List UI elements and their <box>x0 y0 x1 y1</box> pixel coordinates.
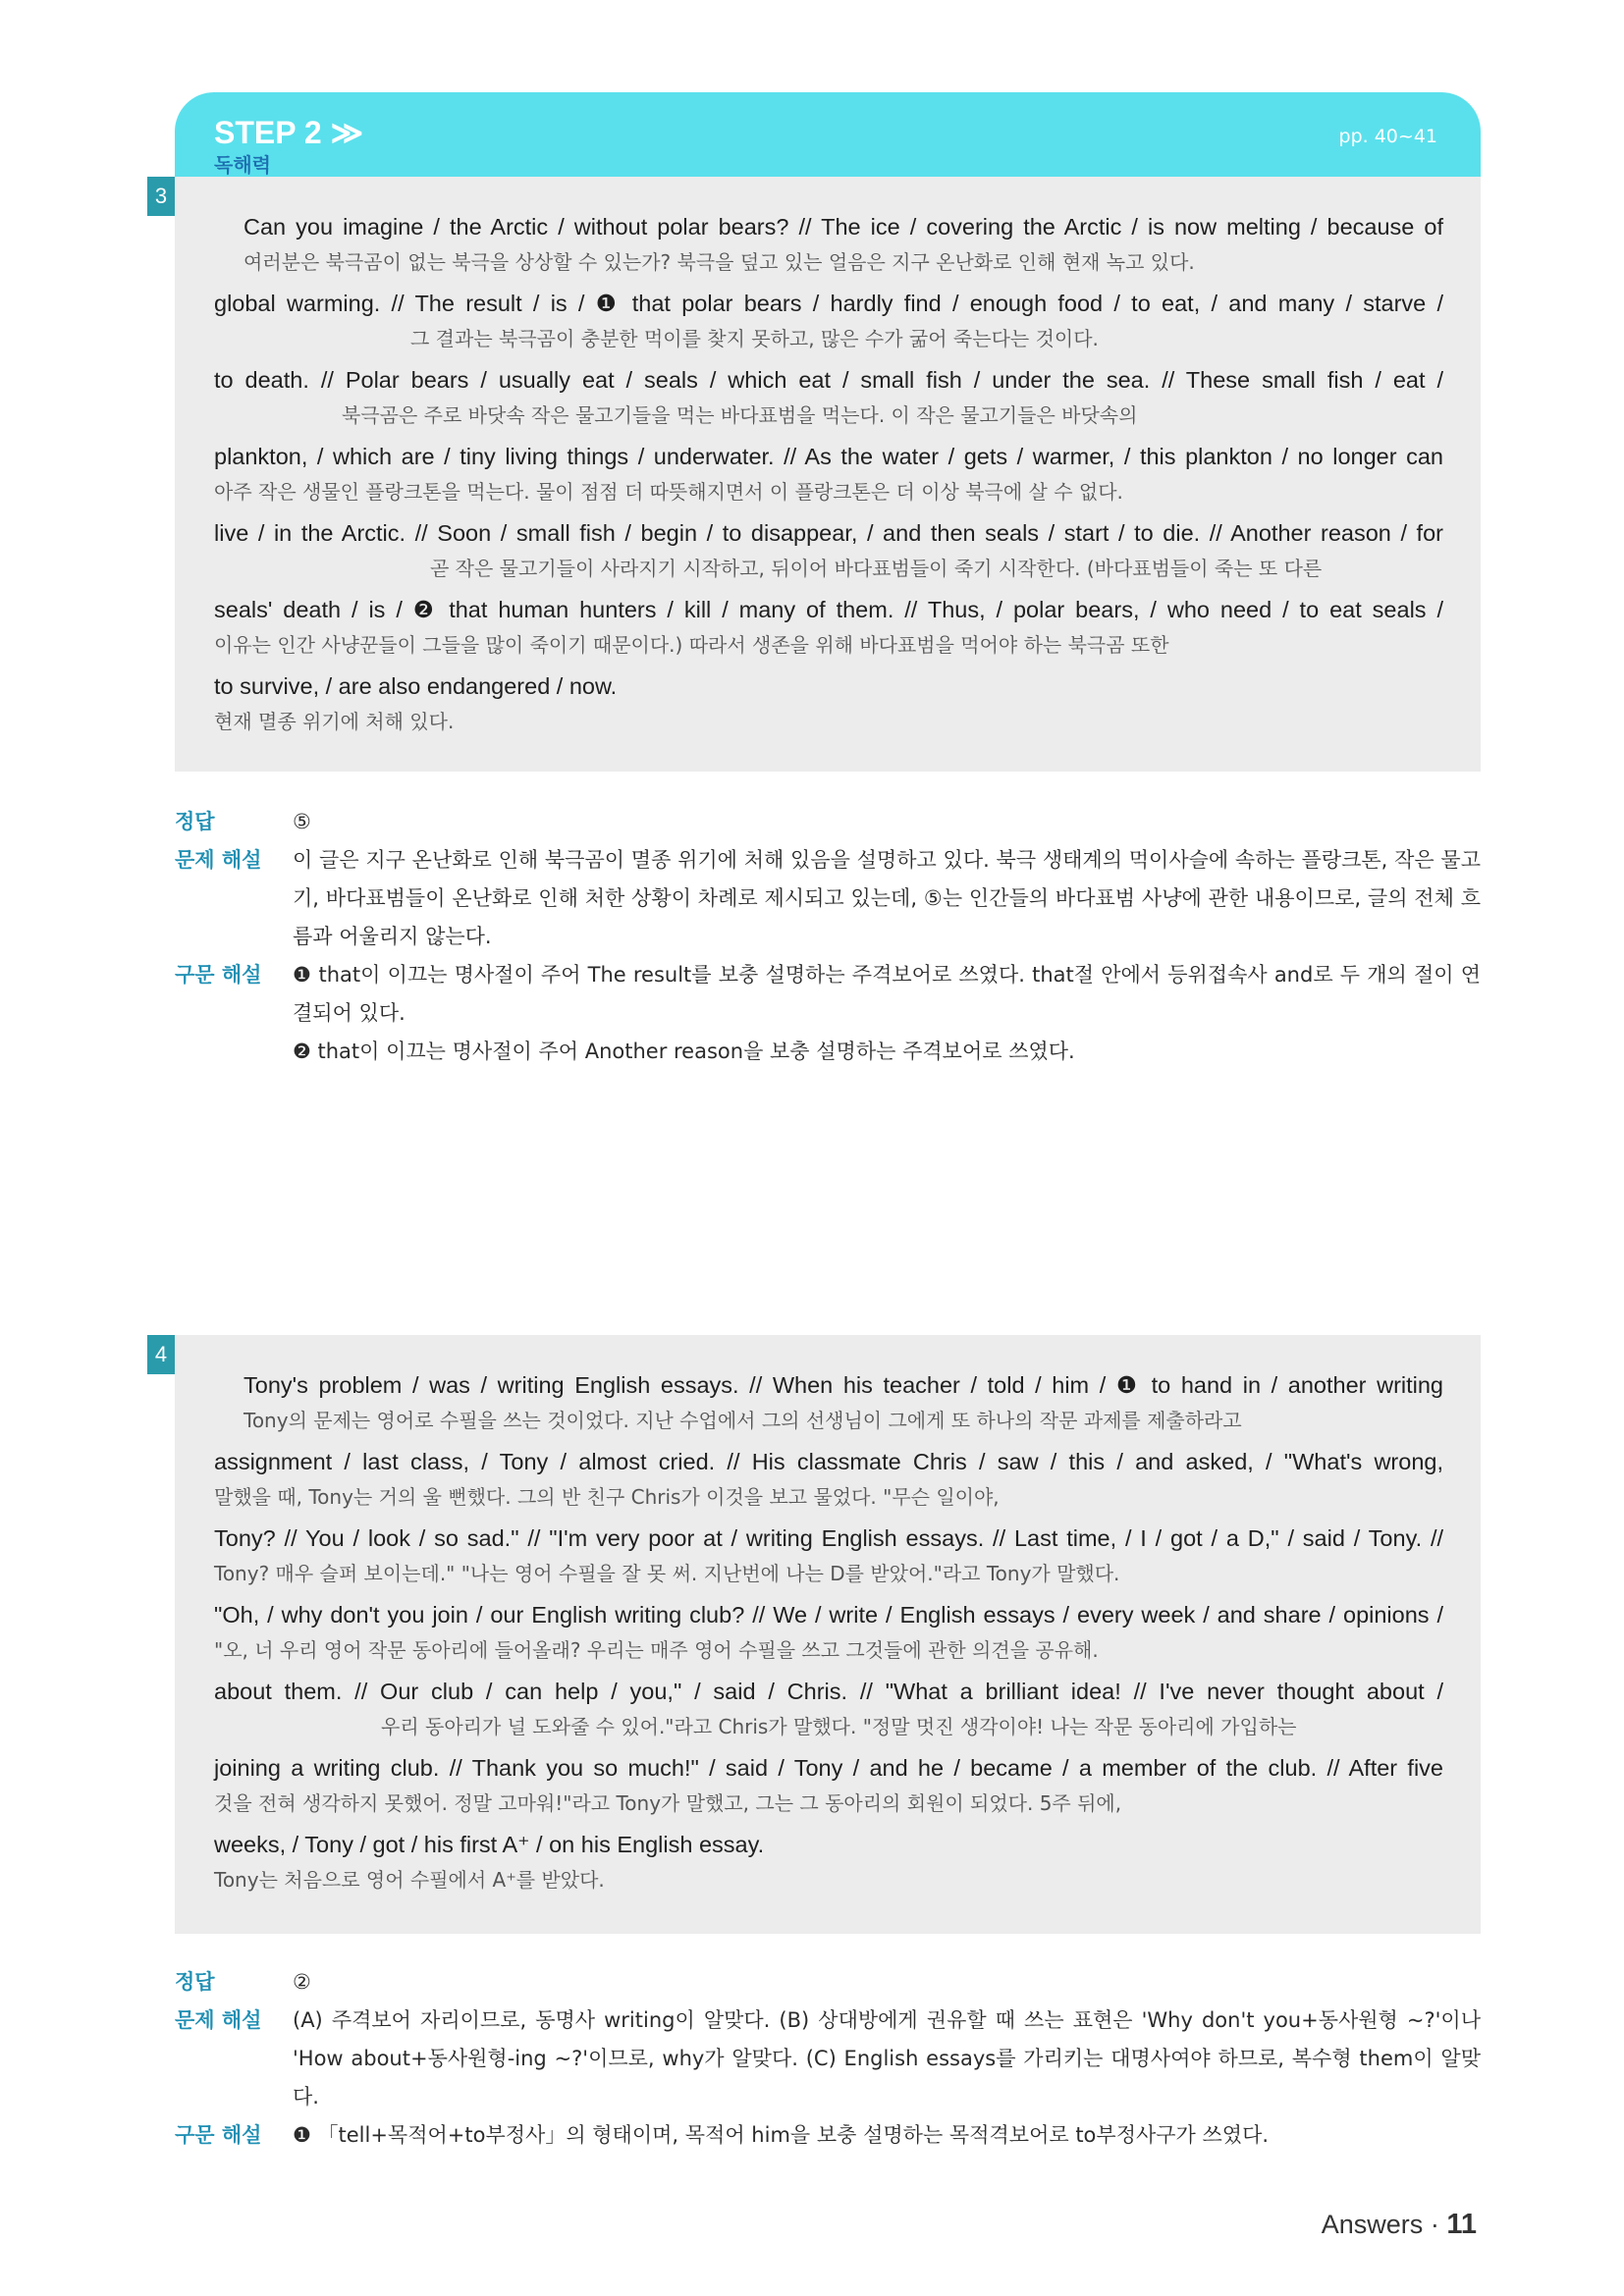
english-line: about them. // Our club / can help / you," / said / Chris. // "What a brilliant idea! // I've never thought about / <box>214 1679 1443 1704</box>
section-header <box>175 92 1481 177</box>
answer-section-3 <box>175 803 1481 1071</box>
passage-line <box>214 1441 1443 1518</box>
answer-value: ② <box>293 1970 311 1994</box>
passage-box-4 <box>175 1335 1481 1934</box>
page-range: pp. 40~41 <box>1338 126 1437 147</box>
explanation-text: (A) 주격보어 자리이므로, 동명사 writing이 알맞다. (B) 상대방에게 권유할 때 쓰는 표현은 'Why don't you+동사원형 ~?'이나 'How about+동사원형-ing ~?'이므로, why가 알맞다. (C) English essays를 가리키는 대명사여야 하므로, 복수형 them이 알맞다. <box>293 2008 1481 2109</box>
passage-line <box>214 1747 1443 1824</box>
english-line: to survive, / are also endangered / now. <box>214 673 618 699</box>
korean-translation: "오, 너 우리 영어 작문 동아리에 들어올래? 우리는 매주 영어 수필을 쓰고 그것들에 관한 의견을 공유해. <box>214 1638 1099 1662</box>
explanation-text: 이 글은 지구 온난화로 인해 북극곰이 멸종 위기에 처해 있음을 설명하고 있다. 북극 생태계의 먹이사슬에 속하는 플랑크톤, 작은 물고기, 바다표범들이 온난화로 인해 처한 상황이 차례로 제시되고 있는데, ⑤는 인간들의 바다표범 사냥에 관한 내용이므로, 글의 전체 흐름과 어울리지 않는다. <box>293 848 1481 948</box>
english-line: plankton, / which are / tiny living things / underwater. // As the water / gets / warmer, / this plankton / no longer can <box>214 444 1443 469</box>
english-line: seals' death / is / ❷ that human hunters / kill / many of them. // Thus, / polar bears, / who need / to eat seals / <box>214 597 1443 622</box>
syntax-label: 구문 해설 <box>175 2123 262 2147</box>
korean-translation: Tony? 매우 슬퍼 보이는데." "나는 영어 수필을 잘 못 써. 지난번에 나는 D를 받았어."라고 Tony가 말했다. <box>214 1562 1120 1585</box>
passage-line <box>214 512 1443 589</box>
passage-line <box>214 1671 1443 1747</box>
korean-translation: Tony는 처음으로 영어 수필에서 A⁺를 받았다. <box>214 1868 605 1892</box>
answer-label: 정답 <box>175 810 215 833</box>
english-line: live / in the Arctic. // Soon / small fish / begin / to disappear, / and then seals / start / to die. // Another reason / for <box>214 520 1443 546</box>
passage-line <box>214 589 1443 666</box>
page-number: 11 <box>1446 2209 1477 2240</box>
english-line: to death. // Polar bears / usually eat / seals / which eat / small fish / under the sea. // These small fish / eat / <box>214 367 1443 393</box>
footer-label: Answers <box>1321 2210 1424 2239</box>
page-footer <box>1322 2209 1477 2241</box>
korean-translation: 말했을 때, Tony는 거의 울 뻔했다. 그의 반 친구 Chris가 이것을 보고 물었다. "무슨 일이야, <box>214 1485 1000 1509</box>
syntax-note: ❶ 「tell+목적어+to부정사」의 형태이며, 목적어 him을 보충 설명하는 목적격보어로 to부정사구가 쓰였다. <box>293 2123 1270 2147</box>
answer-label: 정답 <box>175 1970 215 1994</box>
answer-section-4 <box>175 1963 1481 2155</box>
korean-translation: 것을 전혀 생각하지 못했어. 정말 고마워!"라고 Tony가 말했고, 그는 그 동아리의 회원이 되었다. 5주 뒤에, <box>214 1791 1122 1815</box>
passage-line <box>214 283 1443 359</box>
korean-translation: Tony의 문제는 영어로 수필을 쓰는 것이었다. 지난 수업에서 그의 선생님이 그에게 또 하나의 작문 과제를 제출하라고 <box>244 1409 1242 1432</box>
syntax-row <box>175 2116 1481 2155</box>
syntax-label: 구문 해설 <box>175 963 262 987</box>
question-number-badge: 4 <box>147 1335 175 1374</box>
english-line: Tony's problem / was / writing English essays. // When his teacher / told / him / ❶ to hand in / another writing <box>244 1372 1443 1398</box>
answer-value: ⑤ <box>293 810 311 833</box>
syntax-row <box>175 956 1481 1071</box>
korean-translation: 현재 멸종 위기에 처해 있다. <box>214 710 455 733</box>
english-line: assignment / last class, / Tony / almost cried. // His classmate Chris / saw / this / and asked, / "What's wrong, <box>214 1449 1443 1474</box>
passage-line <box>214 666 1443 742</box>
korean-translation: 우리 동아리가 널 도와줄 수 있어."라고 Chris가 말했다. "정말 멋진 생각이야! 나는 작문 동아리에 가입하는 <box>381 1715 1297 1738</box>
korean-translation: 이유는 인간 사냥꾼들이 그들을 많이 죽이기 때문이다.) 따라서 생존을 위해 바다표범을 먹어야 하는 북극곰 또한 <box>214 633 1169 657</box>
answer-row <box>175 803 1481 841</box>
passage-line <box>214 359 1443 436</box>
step-label: STEP 2 ≫ <box>214 115 364 150</box>
passage-line <box>214 206 1443 283</box>
footer-separator: · <box>1430 2210 1439 2239</box>
syntax-note: ❶ that이 이끄는 명사절이 주어 The result를 보충 설명하는 주격보어로 쓰였다. that절 안에서 등위접속사 and로 두 개의 절이 연결되어 있다. <box>293 963 1481 1025</box>
english-line: global warming. // The result / is / ❶ that polar bears / hardly find / enough food / to eat, / and many / starve / <box>214 291 1443 316</box>
passage-line <box>214 1364 1443 1441</box>
english-line: weeks, / Tony / got / his first A⁺ / on his English essay. <box>214 1832 765 1857</box>
question-number-badge: 3 <box>147 177 175 216</box>
section-title-korean: 독해력 <box>214 155 271 177</box>
korean-translation: 여러분은 북극곰이 없는 북극을 상상할 수 있는가? 북극을 덮고 있는 얼음은 지구 온난화로 인해 현재 녹고 있다. <box>244 250 1195 274</box>
korean-translation: 그 결과는 북극곰이 충분한 먹이를 찾지 못하고, 많은 수가 굶어 죽는다는 것이다. <box>410 327 1099 350</box>
explanation-row <box>175 841 1481 956</box>
english-line: joining a writing club. // Thank you so much!" / said / Tony / and he / became / a member of the club. // After five <box>214 1755 1443 1781</box>
answer-row <box>175 1963 1481 2002</box>
passage-line <box>214 436 1443 512</box>
explanation-label: 문제 해설 <box>175 848 262 872</box>
korean-translation: 아주 작은 생물인 플랑크톤을 먹는다. 물이 점점 더 따뜻해지면서 이 플랑크톤은 더 이상 북극에 살 수 없다. <box>214 480 1123 504</box>
english-line: Can you imagine / the Arctic / without polar bears? // The ice / covering the Arctic / is now melting / because of <box>244 214 1443 240</box>
korean-translation: 곧 작은 물고기들이 사라지기 시작하고, 뒤이어 바다표범들이 죽기 시작한다. (바다표범들이 죽는 또 다른 <box>430 557 1323 580</box>
passage-line <box>214 1824 1443 1900</box>
passage-box-3 <box>175 177 1481 772</box>
korean-translation: 북극곰은 주로 바닷속 작은 물고기들을 먹는 바다표범을 먹는다. 이 작은 물고기들은 바닷속의 <box>342 403 1138 427</box>
english-line: Tony? // You / look / so sad." // "I'm very poor at / writing English essays. // Last time, / I / got / a D," / said / Tony. // <box>214 1525 1443 1551</box>
passage-3 <box>214 206 1443 742</box>
explanation-label: 문제 해설 <box>175 2008 262 2032</box>
passage-line <box>214 1518 1443 1594</box>
explanation-row <box>175 2002 1481 2116</box>
english-line: "Oh, / why don't you join / our English writing club? // We / write / English essays / every week / and share / opinions / <box>214 1602 1443 1628</box>
passage-line <box>214 1594 1443 1671</box>
syntax-note: ❷ that이 이끄는 명사절이 주어 Another reason을 보충 설명하는 주격보어로 쓰였다. <box>293 1040 1075 1063</box>
passage-4 <box>214 1364 1443 1900</box>
